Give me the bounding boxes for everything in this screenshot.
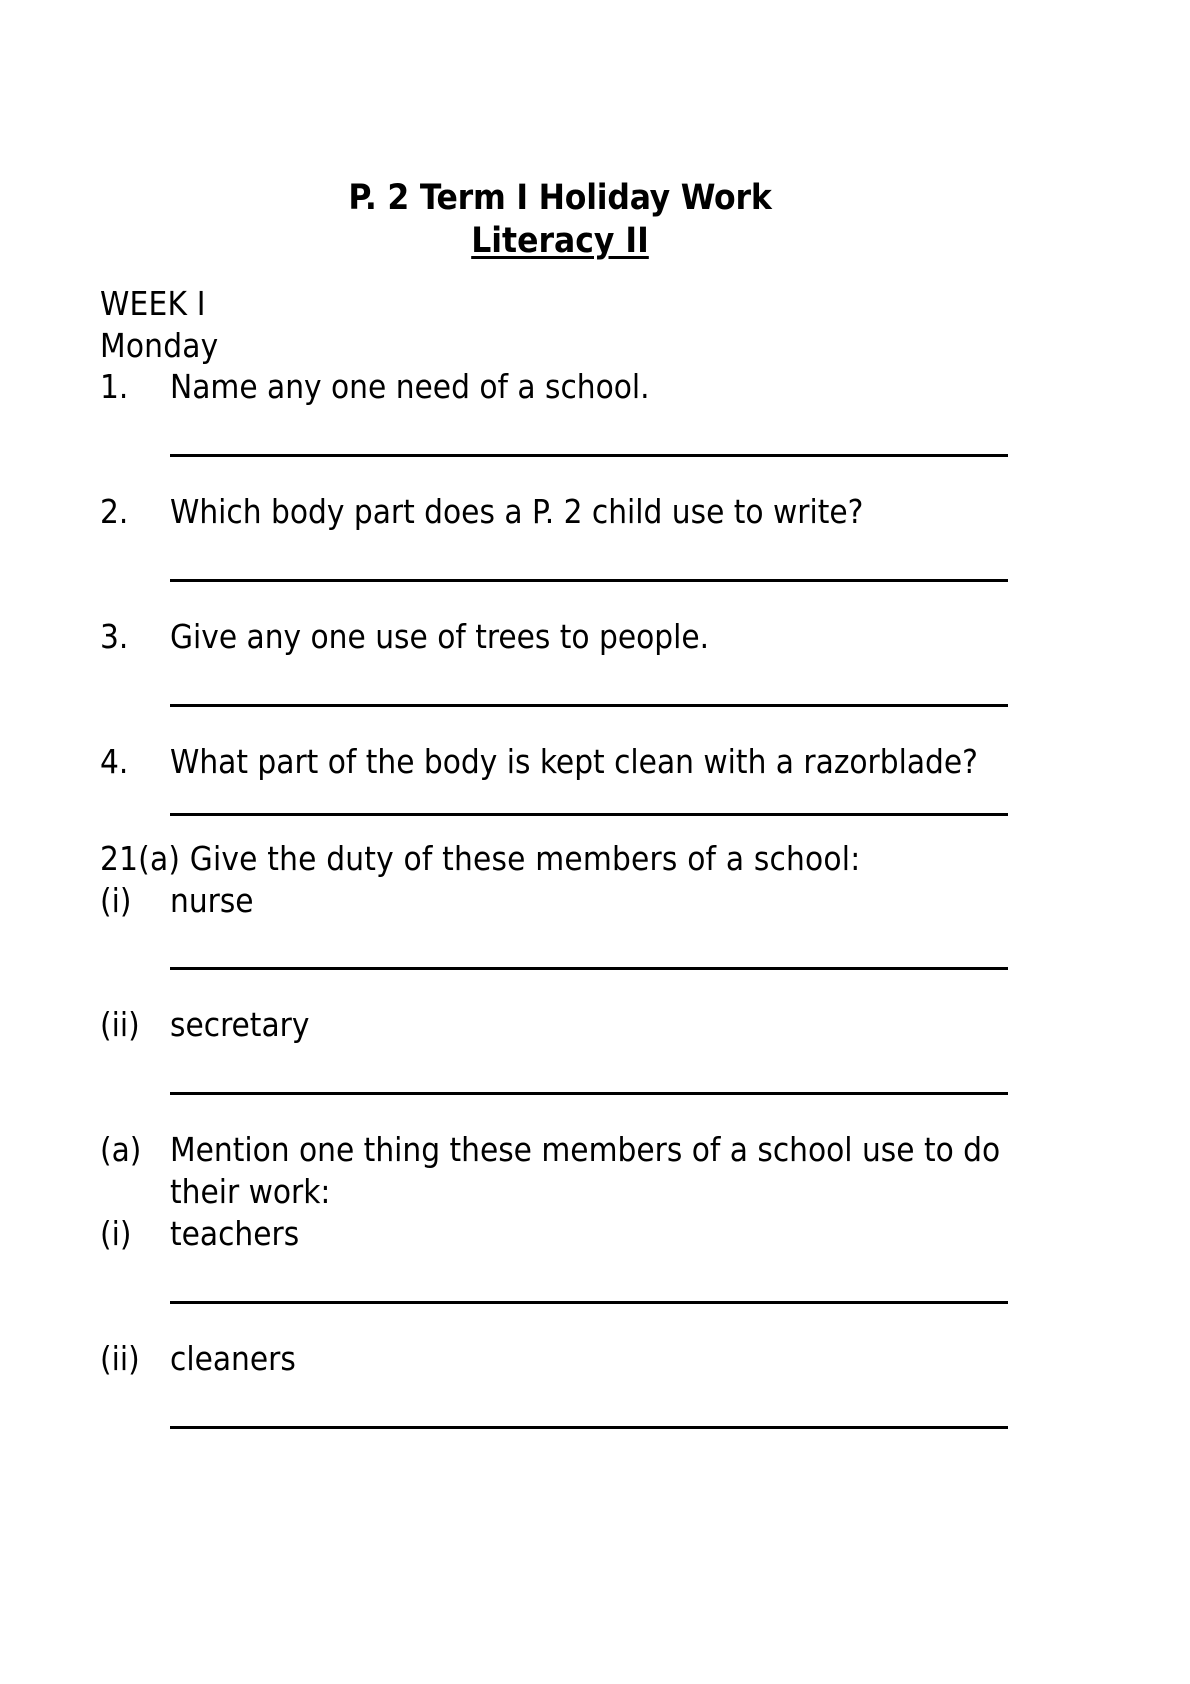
question-item-4 xyxy=(100,741,1030,783)
question-item-1 xyxy=(100,366,1030,408)
page-title: P. 2 Term I Holiday Work xyxy=(348,178,772,218)
spacer xyxy=(100,783,1030,813)
subitem-label: (ii) xyxy=(100,1005,140,1045)
section-21-subitem-ii xyxy=(100,1004,1030,1046)
subitem-label: (ii) xyxy=(100,1339,140,1379)
day-label: Monday xyxy=(100,325,219,365)
week-label: WEEK I xyxy=(100,284,206,324)
page-subtitle: Literacy II xyxy=(471,220,649,261)
spacer xyxy=(100,1255,1030,1301)
spacer xyxy=(100,707,1030,741)
subitem-label: (i) xyxy=(100,880,132,920)
subitem-text: secretary xyxy=(170,1005,310,1045)
section-21-heading: 21(a) Give the duty of these members of a school: xyxy=(100,838,861,878)
question-text: Name any one need of a school. xyxy=(170,367,650,407)
question-item-2 xyxy=(100,491,1030,533)
section-a-label: (a) xyxy=(100,1130,142,1170)
spacer xyxy=(100,533,1030,579)
spacer xyxy=(100,457,1030,491)
title-block xyxy=(100,0,1020,261)
spacer xyxy=(100,582,1030,616)
worksheet-content xyxy=(100,0,1030,1429)
answer-line-a-ii[interactable] xyxy=(170,1426,1008,1429)
spacer xyxy=(100,1380,1030,1426)
spacer xyxy=(100,1095,1030,1129)
question-text: Which body part does a P. 2 child use to write? xyxy=(170,492,864,532)
question-number: 1. xyxy=(100,367,129,407)
spacer xyxy=(100,970,1030,1004)
section-a-subitem-ii xyxy=(100,1338,1030,1380)
question-number: 2. xyxy=(100,492,129,532)
subitem-text: cleaners xyxy=(170,1339,296,1379)
spacer xyxy=(100,1046,1030,1092)
spacer xyxy=(100,658,1030,704)
question-item-3 xyxy=(100,616,1030,658)
question-text: Give any one use of trees to people. xyxy=(170,617,710,657)
section-a-heading-row xyxy=(100,1129,1030,1213)
section-a-heading: Mention one thing these members of a school use to do their work: xyxy=(170,1130,1001,1212)
question-number: 4. xyxy=(100,742,129,782)
spacer xyxy=(100,816,1030,838)
subitem-label: (i) xyxy=(100,1214,132,1254)
section-a-subitem-i xyxy=(100,1213,1030,1255)
question-text: What part of the body is kept clean with a razorblade? xyxy=(170,742,978,782)
section-21-subitem-i xyxy=(100,880,1030,922)
subitem-text: nurse xyxy=(170,880,254,920)
spacer xyxy=(100,921,1030,967)
spacer xyxy=(100,408,1030,454)
subitem-text: teachers xyxy=(170,1214,300,1254)
question-number: 3. xyxy=(100,617,129,657)
spacer xyxy=(100,1304,1030,1338)
